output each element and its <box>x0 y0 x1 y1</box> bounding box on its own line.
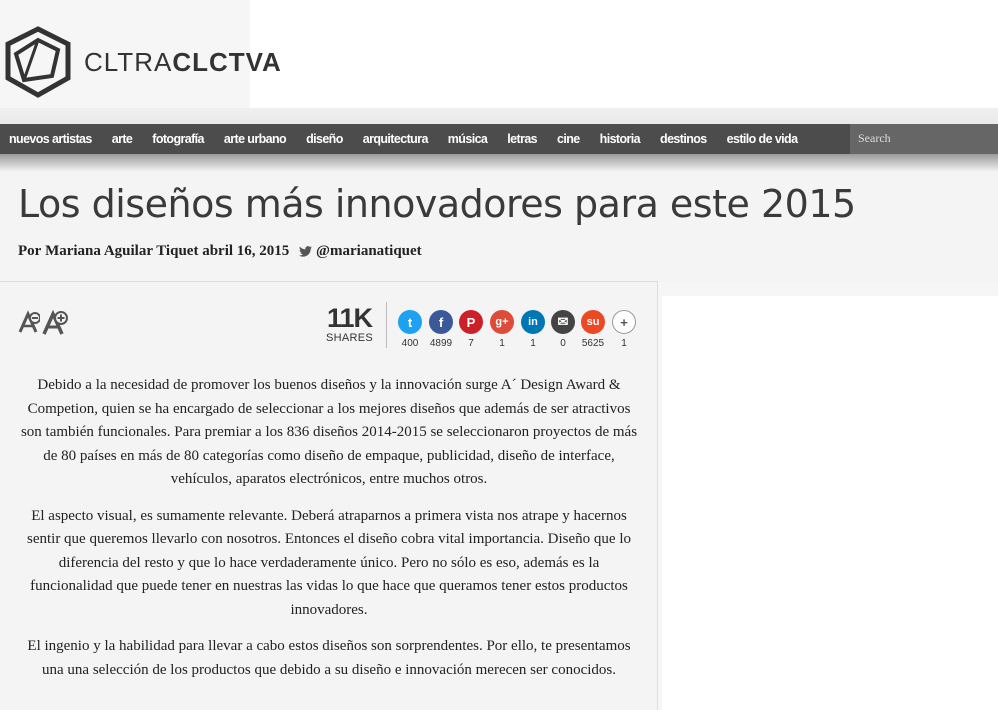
share-email[interactable] <box>550 310 576 349</box>
decrease-font-icon[interactable] <box>18 310 40 341</box>
sidebar <box>658 282 998 710</box>
nav-shadow <box>0 154 998 172</box>
nav-item-arte[interactable]: arte <box>111 132 133 146</box>
share-facebook[interactable] <box>428 310 454 349</box>
share-twitter-count: 400 <box>401 338 419 349</box>
nav-item-arquitectura[interactable]: arquitectura <box>362 132 428 146</box>
logo-text-bold: CLCTVA <box>172 47 282 77</box>
share-google-plus[interactable] <box>489 310 515 349</box>
logo-icon <box>2 26 74 98</box>
share-stumbleupon-count: 5625 <box>581 338 605 349</box>
nav-item-fotografia[interactable]: fotografía <box>152 132 204 146</box>
share-separator <box>386 302 387 348</box>
nav-item-destinos[interactable]: destinos <box>660 132 707 146</box>
logo-text-thin: CLTRA <box>84 47 173 77</box>
email-icon[interactable]: ✉ <box>551 310 575 334</box>
share-linkedin[interactable] <box>520 310 546 349</box>
nav-item-letras[interactable]: letras <box>507 132 538 146</box>
article-date: abril 16, 2015 <box>202 243 290 259</box>
author-link[interactable]: Mariana Aguilar Tiquet <box>45 243 199 259</box>
more-share-icon[interactable]: + <box>612 310 636 334</box>
nav-item-arte-urbano[interactable]: arte urbano <box>223 132 287 146</box>
nav-item-cine[interactable]: cine <box>557 132 580 146</box>
search-box <box>850 124 998 154</box>
article-paragraph: Debido a la necesidad de promover los buenos diseños y la innovación surge A´ Design Award & Competion, quien se ha encargado de seleccionar a los mejores diseños que además de ser atractivos son también funcionales. Para premiar a los 836 diseños 2014-2015 se seleccionaron proyectos de más de 80 países en más de 80 categorías como diseño de empaque, publicidad, diseño de interface, vehículos, aparatos electrónicos, entre muchos otros. <box>20 377 638 487</box>
share-email-count: 0 <box>560 338 566 349</box>
share-pinterest[interactable] <box>458 310 484 349</box>
article-paragraph: El ingenio y la habilidad para llevar a cabo estos diseños son sorprendentes. Por ello, te presentamos una una selección de los productos que debido a su diseño e innovación merecen ser conocidos. <box>27 638 631 678</box>
share-google-plus-count: 1 <box>499 338 505 349</box>
search-input[interactable] <box>850 124 998 152</box>
increase-font-icon[interactable] <box>42 310 68 341</box>
nav-item-diseno[interactable]: diseño <box>306 132 343 146</box>
twitter-icon[interactable]: t <box>398 310 422 334</box>
facebook-icon[interactable]: f <box>429 310 453 334</box>
nav-item-nuevos-artistas[interactable]: nuevos artistas <box>9 132 92 146</box>
share-more[interactable] <box>611 310 637 349</box>
share-stumbleupon[interactable] <box>580 310 606 349</box>
share-count: 11K <box>327 303 373 333</box>
byline-prefix: Por <box>18 243 42 259</box>
share-pinterest-count: 7 <box>468 338 474 349</box>
main-nav <box>0 124 998 154</box>
article-body <box>18 374 640 695</box>
content-divider <box>0 281 658 282</box>
header <box>0 0 998 108</box>
linkedin-icon[interactable]: in <box>521 310 545 334</box>
pinterest-icon[interactable]: P <box>459 310 483 334</box>
article-title: Los diseños más innovadores para este 2015 <box>18 182 856 226</box>
article-paragraph: El aspecto visual, es sumamente relevante. Deberá atraparnos a primera vista nos atrape y hacernos sentir que queremos llevarlo con nosotros. Entonces el diseño cobra vital importancia. Diseño que lo diferencia del resto y que lo hace verdaderamente único. Pero no sólo es eso, además es la funcionalidad que puede tener en nuestras las vidas lo que hace que queramos tener estos productos innovadores. <box>26 507 631 618</box>
sidebar-panel <box>662 296 998 710</box>
share-more-count: 1 <box>621 338 627 349</box>
font-size-controls <box>18 310 68 341</box>
twitter-bird-icon <box>299 246 312 257</box>
header-strip <box>0 108 998 124</box>
share-twitter[interactable] <box>397 310 423 349</box>
nav-item-estilo-de-vida[interactable]: estilo de vida <box>726 132 798 146</box>
share-label: SHARES <box>326 332 374 344</box>
share-total <box>326 304 373 344</box>
logo-text <box>84 47 282 78</box>
share-linkedin-count: 1 <box>530 338 536 349</box>
stumbleupon-icon[interactable]: su <box>581 310 605 334</box>
header-background <box>250 0 998 108</box>
twitter-handle-link[interactable]: @marianatiquet <box>316 243 422 259</box>
site-logo[interactable] <box>0 0 282 108</box>
share-facebook-count: 4899 <box>429 338 453 349</box>
byline <box>18 243 422 260</box>
nav-item-historia[interactable]: historia <box>599 132 641 146</box>
google-plus-icon[interactable]: g+ <box>490 310 514 334</box>
nav-item-musica[interactable]: música <box>447 132 488 146</box>
